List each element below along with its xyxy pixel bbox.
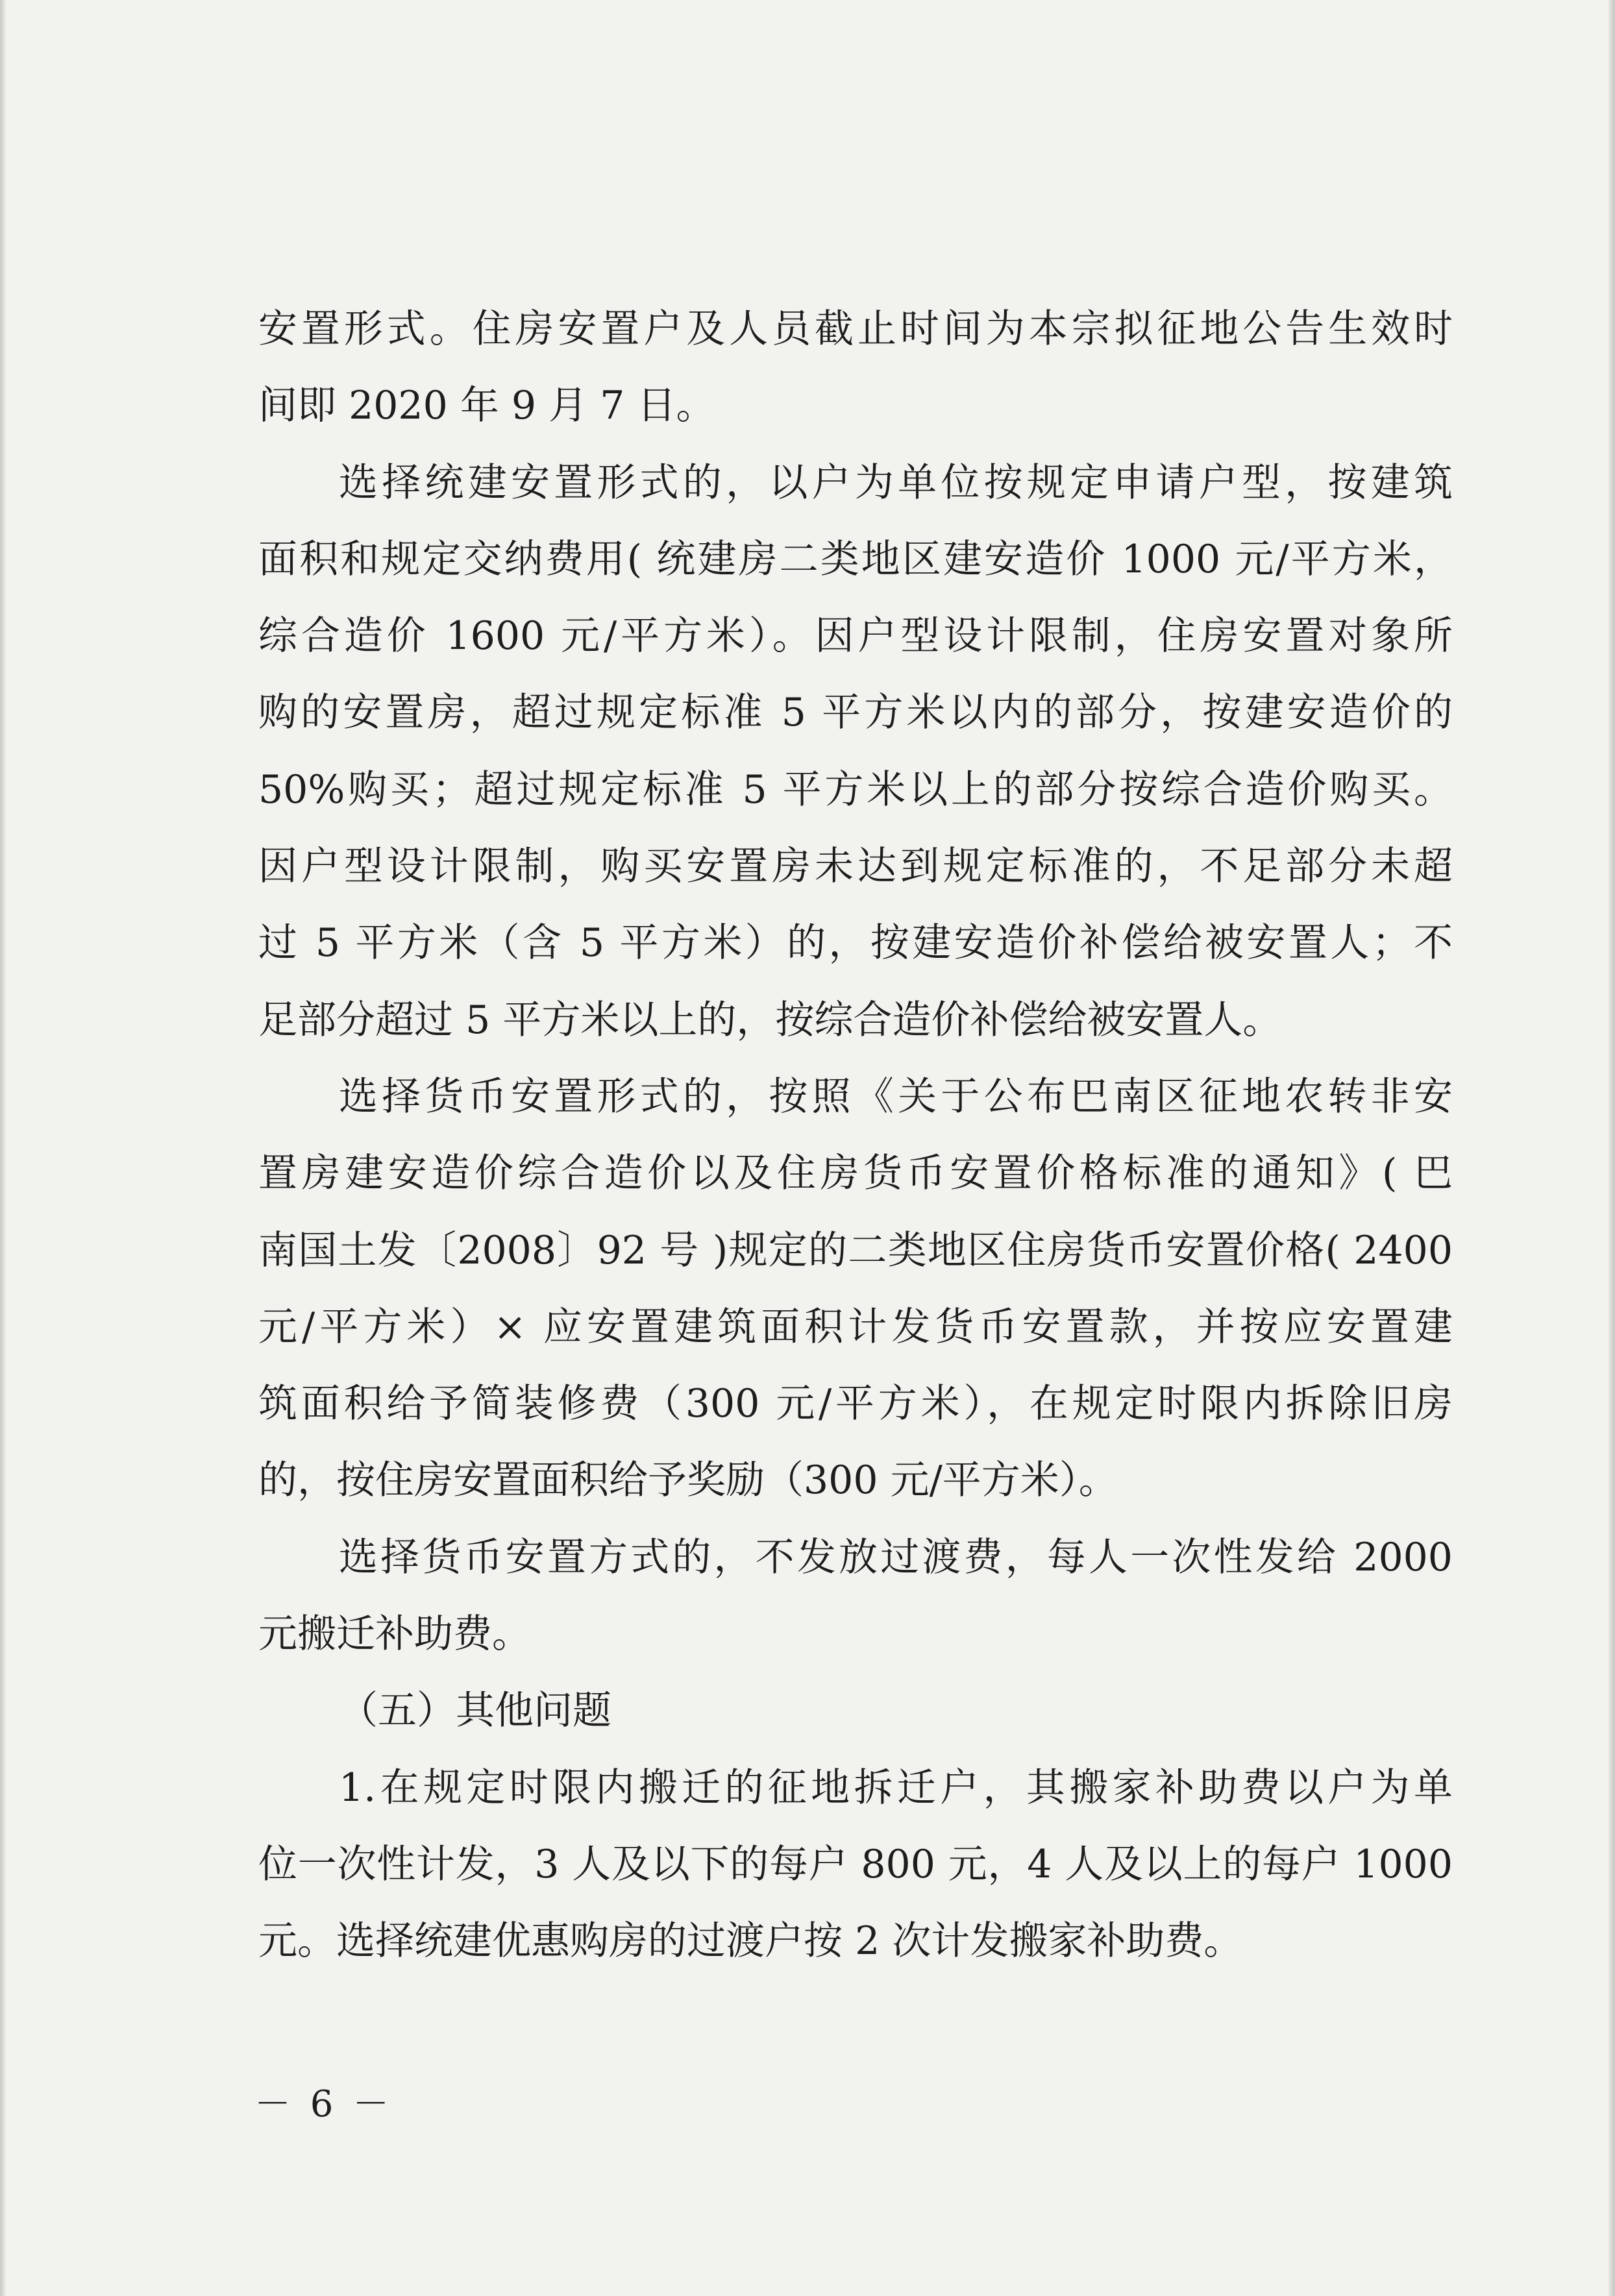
text-line: 选择货币安置方式的，不发放过渡费，每人一次性发给 2000 xyxy=(339,1534,1453,1580)
text-line: 足部分超过 5 平方米以上的，按综合造价补偿给被安置人。 xyxy=(258,997,1282,1043)
text-line: 的，按住房安置面积给予奖励（300 元/平方米）。 xyxy=(258,1458,1118,1504)
text-line: 综合造价 1600 元/平方米）。因户型设计限制，住房安置对象所 xyxy=(258,613,1453,659)
text-line: 置房建安造价综合造价以及住房货币安置价格标准的通知》( 巴 xyxy=(258,1151,1453,1197)
text-line: 间即 2020 年 9 月 7 日。 xyxy=(258,383,715,429)
text-line: 安置形式。住房安置户及人员截止时间为本宗拟征地公告生效时 xyxy=(258,306,1453,352)
page-right-shadow xyxy=(1607,0,1615,2296)
text-line: 选择货币安置形式的，按照《关于公布巴南区征地农转非安 xyxy=(339,1073,1453,1119)
body-text xyxy=(258,291,1453,1980)
text-line: 位一次性计发，3 人及以下的每户 800 元，4 人及以上的每户 1000 xyxy=(258,1841,1453,1887)
text-line: 50%购买；超过规定标准 5 平方米以上的部分按综合造价购买。 xyxy=(258,766,1453,812)
text-line: 筑面积给予简装修费（300 元/平方米），在规定时限内拆除旧房 xyxy=(258,1381,1453,1427)
text-line: 元/平方米）× 应安置建筑面积计发货币安置款，并按应安置建 xyxy=(258,1304,1453,1350)
text-line: 选择统建安置形式的，以户为单位按规定申请户型，按建筑 xyxy=(339,459,1453,506)
text-line: 1.在规定时限内搬迁的征地拆迁户，其搬家补助费以户为单 xyxy=(339,1765,1453,1811)
text-line: 面积和规定交纳费用( 统建房二类地区建安造价 1000 元/平方米， xyxy=(258,536,1453,582)
text-line: 购的安置房，超过规定标准 5 平方米以内的部分，按建安造价的 xyxy=(258,690,1453,736)
text-line: 过 5 平方米（含 5 平方米）的，按建安造价补偿给被安置人；不 xyxy=(258,920,1453,966)
page-left-shadow xyxy=(0,0,6,2296)
text-line: 因户型设计限制，购买安置房未达到规定标准的，不足部分未超 xyxy=(258,844,1453,890)
text-line: 元。选择统建优惠购房的过渡户按 2 次计发搬家补助费。 xyxy=(258,1918,1243,1964)
text-line: 元搬迁补助费。 xyxy=(258,1611,531,1657)
text-line: 南国土发〔2008〕92 号 )规定的二类地区住房货币安置价格( 2400 xyxy=(258,1227,1453,1273)
section-heading: （五）其他问题 xyxy=(339,1688,611,1734)
page-number: － 6 － xyxy=(254,2083,393,2125)
